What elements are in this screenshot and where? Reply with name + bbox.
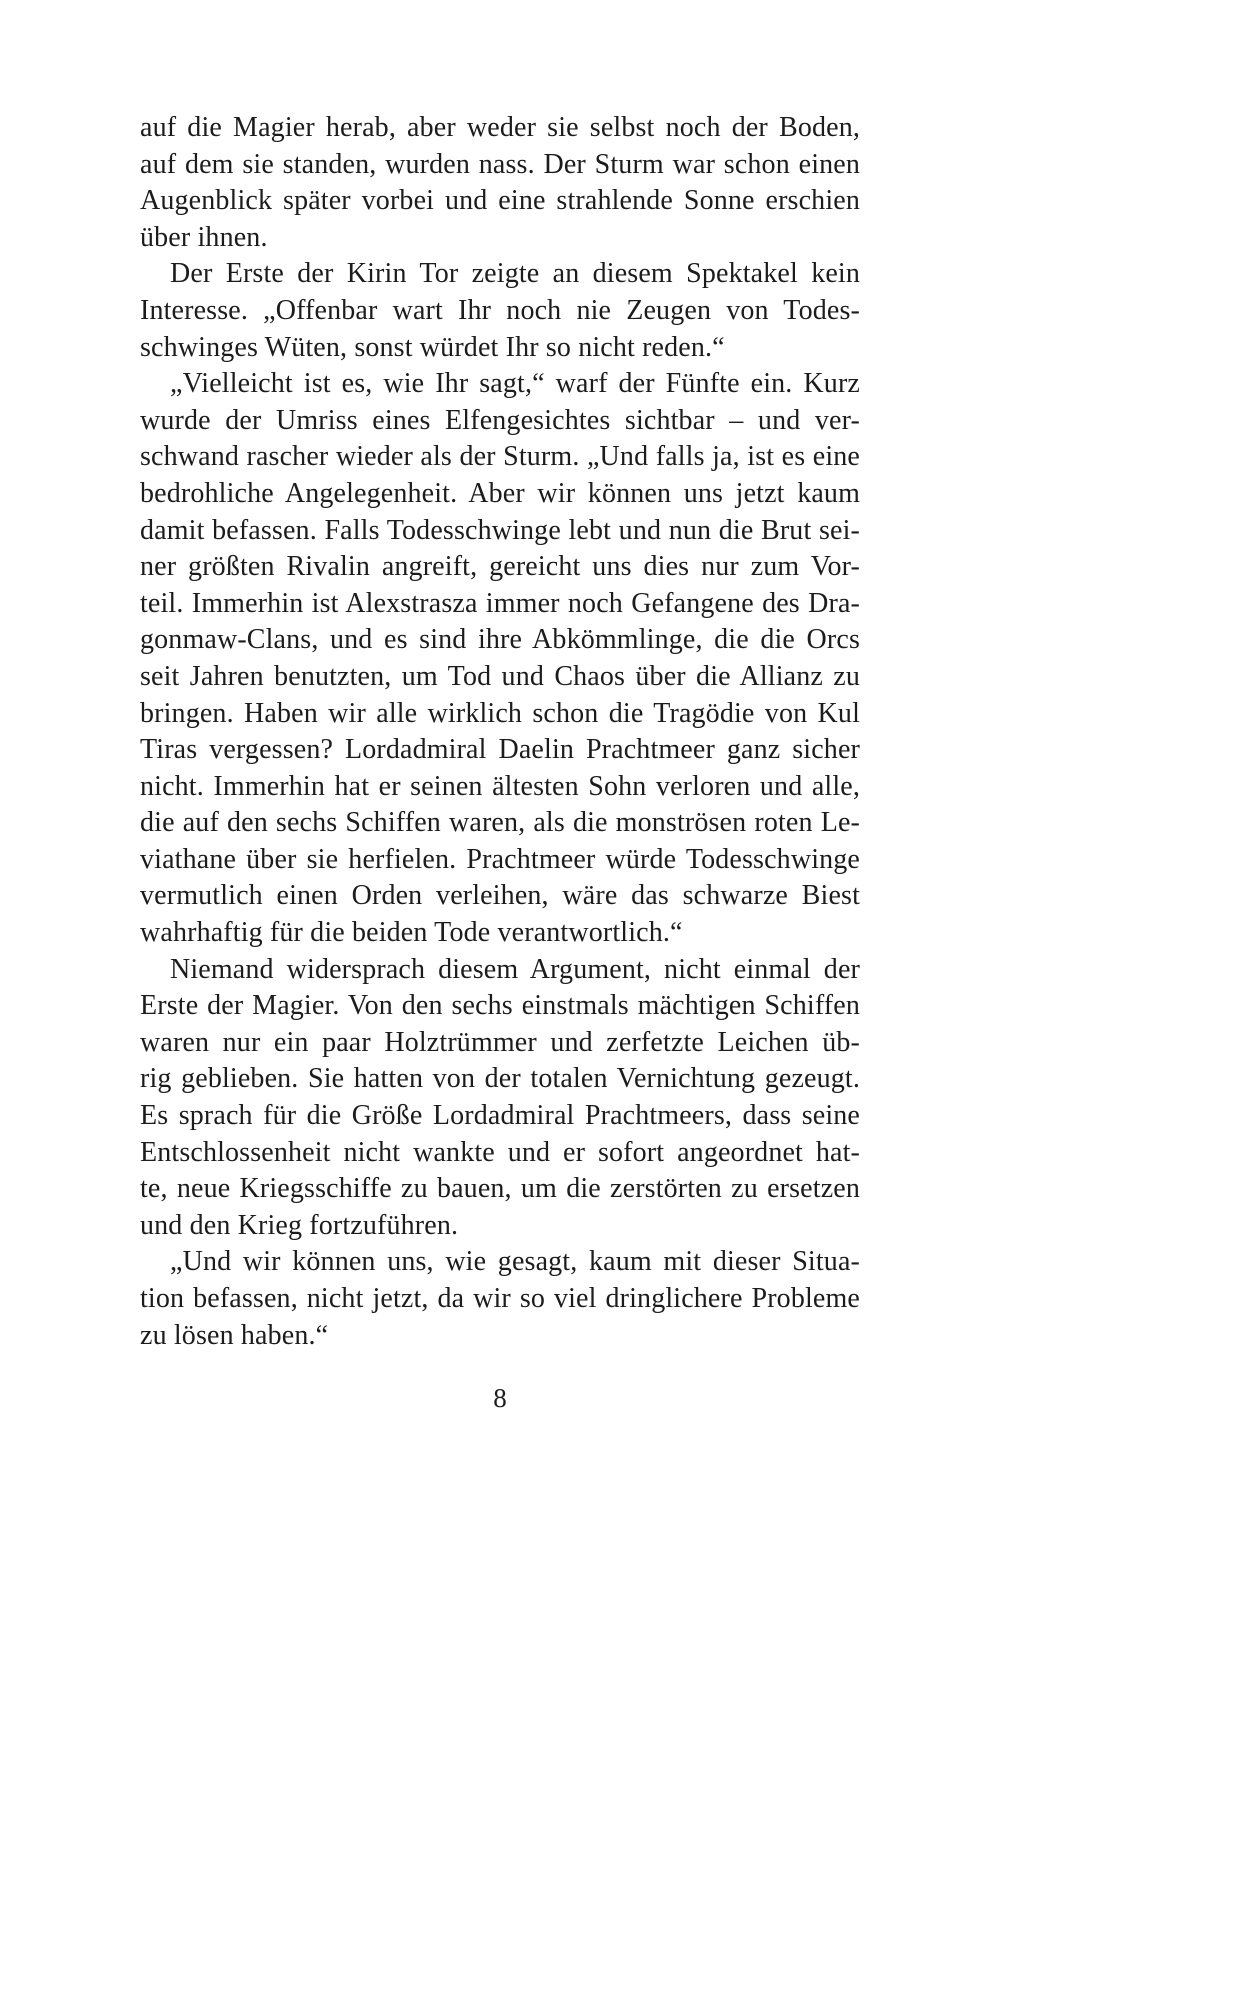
text-line: vermutlich einen Orden verleihen, wäre das schwarze Biest [140, 880, 860, 912]
text-line: wurde der Umriss eines Elfengesichtes sichtbar – und ver- [140, 404, 860, 436]
text-line: bedrohliche Angelegenheit. Aber wir können uns jetzt kaum [140, 477, 860, 509]
text-line: waren nur ein paar Holztrümmer und zerfetzte Leichen üb- [140, 1026, 860, 1058]
text-line: damit befassen. Falls Todesschwinge lebt und nun die Brut sei- [140, 514, 860, 546]
paragraph [140, 256, 860, 366]
text-line: zu lösen haben.“ [140, 1319, 329, 1351]
text-line: Entschlossenheit nicht wankte und er sofort angeordnet hat- [140, 1136, 860, 1168]
text-line: teil. Immerhin ist Alexstrasza immer noch Gefangene des Dra- [140, 587, 860, 619]
text-line: Niemand widersprach diesem Argument, nicht einmal der [170, 953, 860, 985]
paragraph [140, 366, 860, 952]
text-line: „Und wir können uns, wie gesagt, kaum mit dieser Situa- [170, 1246, 860, 1278]
text-block [140, 110, 860, 1354]
text-line: wahrhaftig für die beiden Tode verantwortlich.“ [140, 917, 683, 949]
text-line: gonmaw-Clans, und es sind ihre Abkömmlinge, die die Orcs [140, 624, 860, 656]
text-line: Augenblick später vorbei und eine strahlende Sonne erschien [140, 185, 860, 217]
text-line: Interesse. „Offenbar wart Ihr noch nie Zeugen von Todes- [140, 294, 860, 326]
text-line: nicht. Immerhin hat er seinen ältesten Sohn verloren und alle, [140, 770, 860, 802]
text-line: auf dem sie standen, wurden nass. Der Sturm war schon einen [140, 148, 860, 180]
text-line: auf die Magier herab, aber weder sie selbst noch der Boden, [140, 112, 860, 143]
paragraph [140, 1244, 860, 1354]
paragraph [140, 110, 860, 256]
text-line: seit Jahren benutzten, um Tod und Chaos über die Allianz zu [140, 660, 860, 692]
text-line: Es sprach für die Größe Lordadmiral Prachtmeers, dass seine [140, 1100, 860, 1132]
text-line: über ihnen. [140, 221, 268, 253]
text-line: schwinges Wüten, sonst würdet Ihr so nicht reden.“ [140, 331, 725, 363]
text-line: „Vielleicht ist es, wie Ihr sagt,“ warf der Fünfte ein. Kurz [170, 368, 860, 400]
text-line: viathane über sie herfielen. Prachtmeer würde Todesschwinge [140, 843, 860, 875]
text-line: tion befassen, nicht jetzt, da wir so viel dringlichere Probleme [140, 1283, 860, 1314]
text-line: Tiras vergessen? Lordadmiral Daelin Prachtmeer ganz sicher [140, 734, 860, 766]
text-line: te, neue Kriegsschiffe zu bauen, um die zerstörten zu ersetzen [140, 1173, 860, 1205]
text-line: und den Krieg fortzuführen. [140, 1209, 459, 1241]
page-content [140, 110, 860, 1416]
page-number: 8 [493, 1383, 507, 1414]
text-line: Erste der Magier. Von den sechs einstmals mächtigen Schiffen [140, 990, 860, 1022]
text-line: bringen. Haben wir alle wirklich schon die Tragödie von Kul [140, 697, 860, 729]
paragraph [140, 952, 860, 1245]
text-line: die auf den sechs Schiffen waren, als die monströsen roten Le- [140, 807, 860, 839]
text-line: schwand rascher wieder als der Sturm. „Und falls ja, ist es eine [140, 441, 860, 473]
text-line: ner größten Rivalin angreift, gereicht uns dies nur zum Vor- [140, 551, 860, 583]
text-line: Der Erste der Kirin Tor zeigte an diesem Spektakel kein [170, 258, 860, 290]
text-line: rig geblieben. Sie hatten von der totalen Vernichtung gezeugt. [140, 1063, 860, 1095]
